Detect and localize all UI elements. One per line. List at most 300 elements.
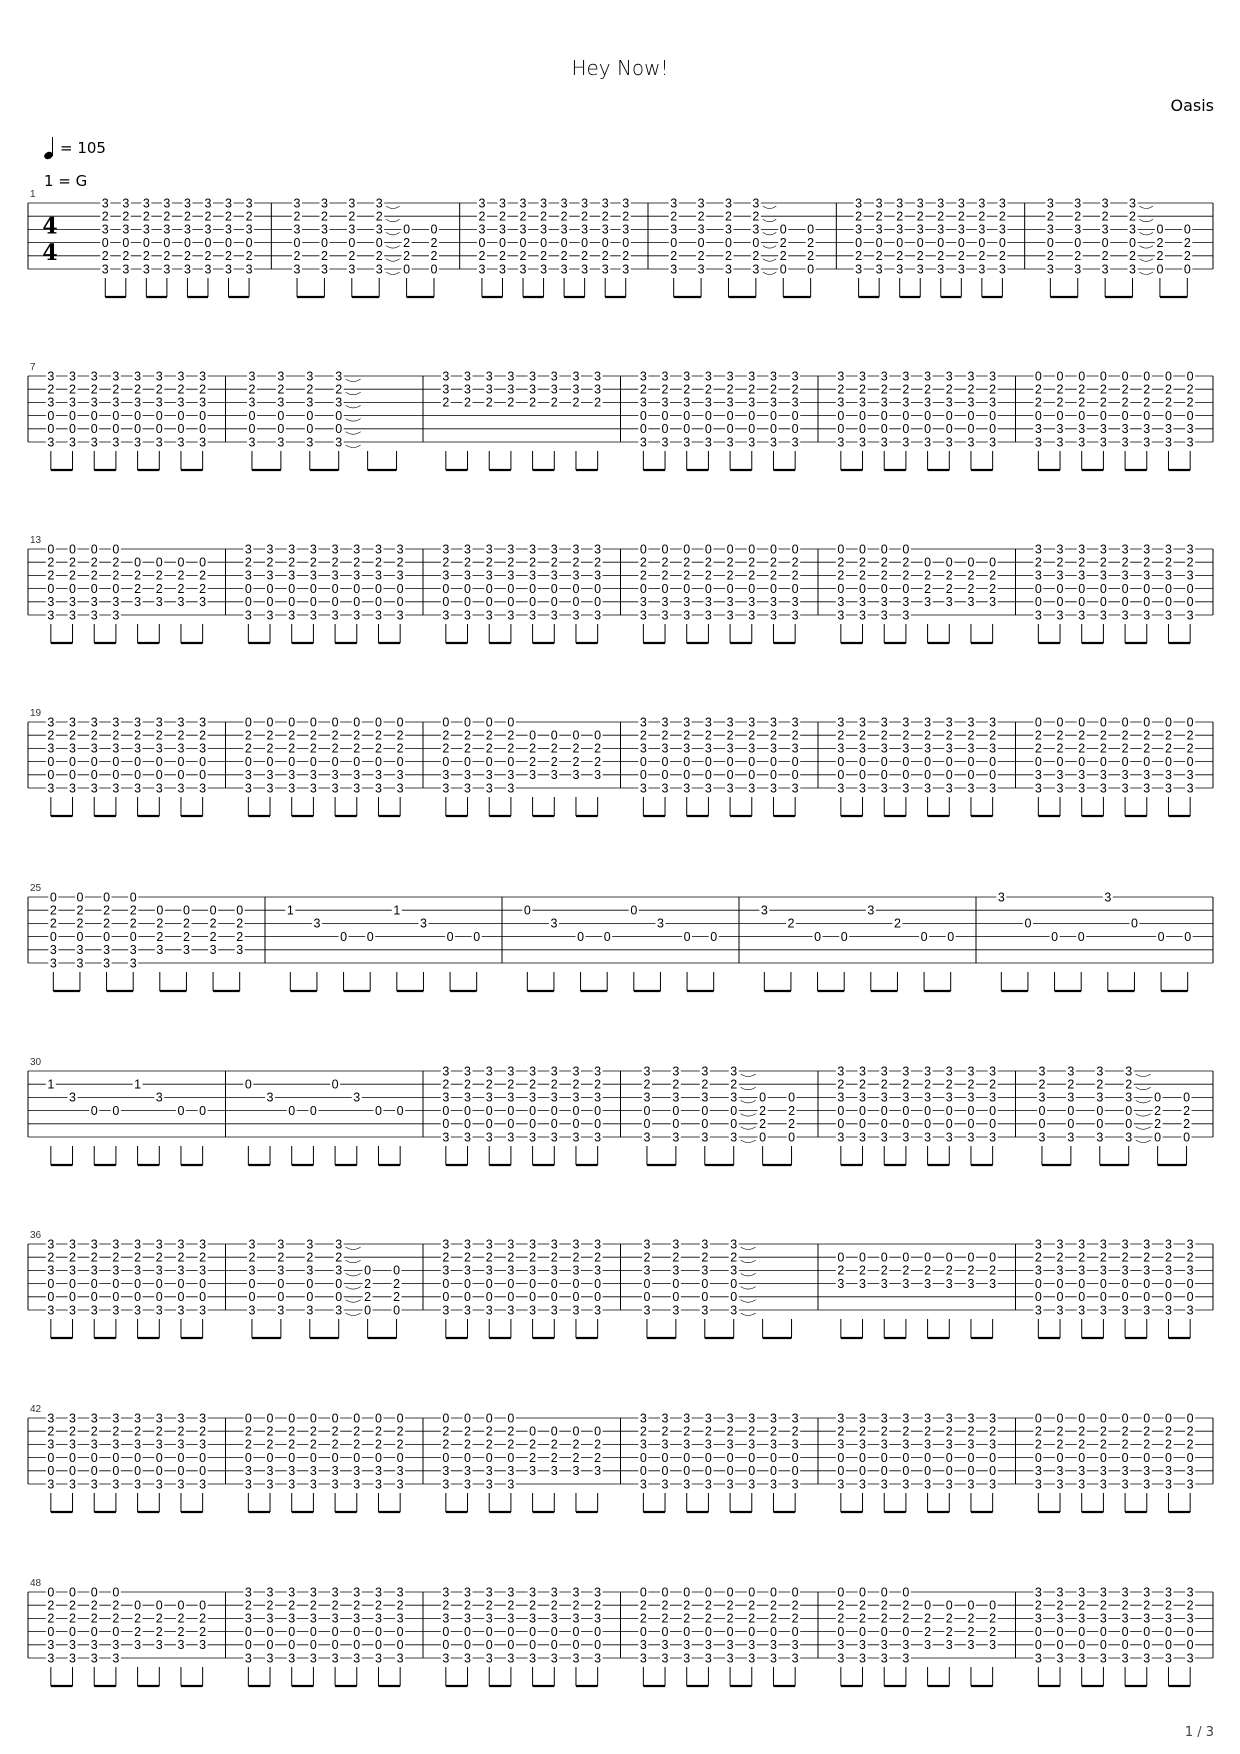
fret-number: 2 (1067, 1077, 1075, 1092)
fret-number: 3 (485, 1651, 493, 1666)
fret-number: 3 (353, 542, 361, 557)
fret-number: 2 (76, 916, 84, 931)
fret-number: 2 (507, 1077, 515, 1092)
fret-number: 3 (989, 595, 997, 610)
fret-number: 0 (47, 1450, 55, 1465)
fret-number: 0 (726, 422, 734, 437)
fret-number: 2 (748, 568, 756, 583)
fret-number: 3 (643, 1237, 651, 1252)
fret-number: 0 (572, 595, 580, 610)
fret-number: 0 (704, 1450, 712, 1465)
fret-number: 3 (199, 369, 207, 384)
fret-number: 2 (134, 1624, 142, 1639)
fret-number: 3 (464, 542, 472, 557)
fret-number: 3 (69, 715, 77, 730)
fret-number: 0 (393, 1263, 401, 1278)
measure-number: 13 (30, 535, 42, 546)
fret-number: 3 (1143, 1477, 1151, 1492)
fret-number: 2 (639, 1424, 647, 1439)
fret-number: 2 (442, 741, 450, 756)
fret-number: 3 (236, 943, 244, 958)
fret-number: 3 (902, 608, 910, 623)
fret-number: 0 (726, 754, 734, 769)
fret-number: 3 (859, 1651, 867, 1666)
fret-number: 3 (90, 369, 98, 384)
fret-number: 3 (726, 608, 734, 623)
fret-number: 0 (769, 1450, 777, 1465)
fret-number: 3 (1056, 435, 1064, 450)
fret-number: 2 (529, 1450, 537, 1465)
fret-number: 2 (670, 209, 678, 224)
fret-number: 3 (155, 1263, 163, 1278)
fret-number: 2 (788, 1117, 796, 1132)
fret-number: 0 (902, 1117, 910, 1132)
fret-number: 3 (485, 1130, 493, 1145)
fret-number: 2 (967, 568, 975, 583)
measure (1033, 1237, 1213, 1338)
fret-number: 0 (840, 929, 848, 944)
fret-number: 3 (639, 435, 647, 450)
fret-number: 2 (1078, 395, 1086, 410)
fret-number: 3 (112, 1638, 120, 1653)
fret-number: 0 (639, 1585, 647, 1600)
fret-number: 0 (112, 422, 120, 437)
fret-number: 3 (902, 741, 910, 756)
fret-number: 2 (978, 249, 986, 264)
measure (441, 1411, 621, 1512)
fret-number: 2 (837, 728, 845, 743)
fret-number: 3 (1186, 1237, 1194, 1252)
fret-number: 3 (902, 1130, 910, 1145)
fret-number: 0 (1024, 916, 1032, 931)
fret-number: 0 (779, 262, 787, 277)
fret-number: 3 (550, 1237, 558, 1252)
fret-number: 0 (485, 715, 493, 730)
fret-number: 0 (1056, 408, 1064, 423)
fret-number: 3 (791, 435, 799, 450)
fret-number: 3 (90, 741, 98, 756)
measure (100, 196, 271, 297)
fret-number: 3 (375, 196, 383, 211)
fret-number: 3 (442, 1585, 450, 1600)
fret-number: 0 (529, 728, 537, 743)
fret-number: 0 (880, 768, 888, 783)
fret-number: 0 (769, 408, 777, 423)
fret-number: 2 (859, 568, 867, 583)
fret-number: 2 (47, 555, 55, 570)
fret-number: 0 (277, 1276, 285, 1291)
fret-number: 0 (1125, 1103, 1133, 1118)
fret-number: 0 (855, 235, 863, 250)
fret-number: 0 (442, 1276, 450, 1291)
fret-number: 0 (396, 1624, 404, 1639)
fret-number: 2 (1099, 1424, 1107, 1439)
fret-number: 2 (704, 1611, 712, 1626)
fret-number: 3 (550, 608, 558, 623)
fret-number: 2 (442, 1077, 450, 1092)
fret-number: 3 (464, 608, 472, 623)
fret-number: 0 (701, 1276, 709, 1291)
fret-number: 3 (594, 1090, 602, 1105)
tie-arc (741, 1247, 756, 1250)
fret-number: 3 (1186, 542, 1194, 557)
fret-number: 3 (1164, 1263, 1172, 1278)
fret-number: 2 (1034, 395, 1042, 410)
fret-number: 2 (47, 568, 55, 583)
fret-number: 0 (1034, 1290, 1042, 1305)
fret-number: 2 (1046, 209, 1054, 224)
fret-number: 2 (396, 741, 404, 756)
fret-number: 0 (507, 754, 515, 769)
fret-number: 0 (880, 408, 888, 423)
fret-number: 0 (837, 1103, 845, 1118)
fret-number: 0 (989, 1598, 997, 1613)
fret-number: 3 (1186, 1611, 1194, 1626)
fret-number: 0 (163, 235, 171, 250)
fret-number: 3 (499, 196, 506, 211)
fret-number: 3 (1099, 1464, 1107, 1479)
fret-number: 2 (1121, 382, 1129, 397)
fret-number: 3 (112, 741, 120, 756)
fret-number: 2 (134, 1250, 142, 1265)
fret-number: 3 (1078, 781, 1086, 796)
fret-number: 2 (697, 209, 705, 224)
fret-number: 3 (701, 1263, 709, 1278)
fret-number: 0 (293, 235, 301, 250)
fret-number: 2 (507, 1250, 515, 1265)
fret-number: 2 (967, 1624, 975, 1639)
fret-number: 0 (726, 581, 734, 596)
fret-number: 2 (855, 209, 863, 224)
fret-number: 2 (464, 1598, 472, 1613)
fret-number: 3 (1078, 768, 1086, 783)
fret-number: 3 (293, 222, 301, 237)
tie-arc (346, 1300, 361, 1303)
fret-number: 2 (112, 555, 120, 570)
fret-number: 3 (880, 1651, 888, 1666)
measure (1033, 1411, 1213, 1512)
fret-number: 3 (183, 222, 191, 237)
fret-number: 0 (639, 768, 647, 783)
fret-number: 3 (1034, 1585, 1042, 1600)
fret-number: 2 (683, 555, 691, 570)
fret-number: 2 (661, 568, 669, 583)
fret-number: 2 (155, 581, 163, 596)
fret-number: 0 (683, 754, 691, 769)
fret-number: 0 (485, 1638, 493, 1653)
fret-number: 3 (560, 262, 568, 277)
fret-number: 0 (1034, 1450, 1042, 1465)
fret-number: 0 (902, 1464, 910, 1479)
fret-number: 3 (47, 715, 55, 730)
fret-number: 0 (859, 1585, 867, 1600)
fret-number: 3 (1056, 568, 1064, 583)
fret-number: 2 (112, 382, 120, 397)
fret-number: 3 (902, 1090, 910, 1105)
fret-number: 3 (572, 1303, 580, 1318)
fret-number: 3 (594, 1263, 602, 1278)
fret-number: 3 (661, 595, 669, 610)
fret-number: 0 (485, 581, 493, 596)
fret-number: 2 (594, 395, 602, 410)
fret-number: 3 (924, 1276, 932, 1291)
fret-number: 3 (752, 222, 760, 237)
tie-arc (346, 1313, 361, 1316)
fret-number: 2 (199, 728, 207, 743)
fret-number: 3 (1099, 608, 1107, 623)
fret-number: 3 (199, 1263, 207, 1278)
fret-number: 3 (945, 781, 953, 796)
fret-number: 3 (464, 369, 472, 384)
fret-number: 2 (396, 728, 404, 743)
fret-number: 2 (550, 1250, 558, 1265)
fret-number: 2 (924, 1263, 932, 1278)
fret-number: 2 (464, 1250, 472, 1265)
fret-number: 0 (464, 1117, 472, 1132)
fret-number: 3 (374, 1464, 382, 1479)
fret-number: 0 (683, 768, 691, 783)
fret-number: 3 (998, 262, 1006, 277)
fret-number: 2 (859, 555, 867, 570)
fret-number: 3 (572, 1090, 580, 1105)
fret-number: 2 (309, 1437, 317, 1452)
measure (247, 1237, 423, 1338)
fret-number: 0 (199, 1598, 207, 1613)
fret-number: 3 (134, 781, 142, 796)
fret-number: 3 (1034, 1263, 1042, 1278)
fret-number: 3 (945, 1411, 953, 1426)
fret-number: 3 (594, 1585, 602, 1600)
fret-number: 3 (945, 369, 953, 384)
fret-number: 3 (726, 435, 734, 450)
fret-number: 3 (244, 768, 252, 783)
fret-number: 0 (704, 542, 712, 557)
fret-number: 3 (464, 1130, 472, 1145)
fret-number: 0 (1186, 754, 1194, 769)
fret-number: 3 (726, 1638, 734, 1653)
fret-number: 2 (1056, 395, 1064, 410)
fret-number: 3 (288, 568, 296, 583)
fret-number: 2 (1164, 1250, 1172, 1265)
fret-number: 3 (643, 1263, 651, 1278)
fret-number: 0 (47, 754, 55, 769)
fret-number: 2 (478, 249, 486, 264)
fret-number: 0 (155, 1598, 163, 1613)
fret-number: 3 (989, 1437, 997, 1452)
fret-number: 3 (1125, 1090, 1133, 1105)
fret-number: 2 (1129, 249, 1137, 264)
fret-number: 3 (791, 595, 799, 610)
tie-arc (1136, 1114, 1151, 1117)
fret-number: 0 (726, 768, 734, 783)
fret-number: 3 (112, 1303, 120, 1318)
fret-number: 3 (529, 1611, 537, 1626)
fret-number: 3 (701, 1303, 709, 1318)
fret-number: 3 (670, 222, 678, 237)
fret-number: 2 (1164, 1424, 1172, 1439)
fret-number: 2 (90, 1611, 98, 1626)
time-signature-top: 4 (42, 213, 58, 240)
fret-number: 0 (288, 581, 296, 596)
fret-number: 3 (748, 1411, 756, 1426)
fret-number: 0 (945, 754, 953, 769)
fret-number: 3 (348, 262, 356, 277)
fret-number: 3 (639, 369, 647, 384)
fret-number: 3 (478, 196, 486, 211)
fret-number: 0 (47, 1585, 55, 1600)
fret-number: 3 (978, 196, 986, 211)
fret-number: 0 (791, 754, 799, 769)
fret-number: 0 (177, 408, 185, 423)
fret-number: 0 (331, 754, 339, 769)
fret-number: 3 (967, 1090, 975, 1105)
fret-number: 0 (1143, 1638, 1151, 1653)
fret-number: 2 (1096, 1077, 1104, 1092)
fret-number: 0 (129, 890, 137, 905)
fret-number: 2 (893, 916, 901, 931)
fret-number: 3 (155, 715, 163, 730)
fret-number: 3 (507, 542, 515, 557)
fret-number: 3 (442, 1464, 450, 1479)
fret-number: 0 (112, 768, 120, 783)
fret-number: 0 (90, 1464, 98, 1479)
fret-number: 2 (837, 1077, 845, 1092)
fret-number: 3 (937, 262, 945, 277)
fret-number: 3 (1099, 1611, 1107, 1626)
fret-number: 3 (142, 196, 150, 211)
fret-number: 2 (924, 581, 932, 596)
fret-number: 2 (875, 249, 883, 264)
fret-number: 2 (442, 728, 450, 743)
fret-number: 3 (442, 369, 450, 384)
fret-number: 2 (236, 916, 244, 931)
fret-number: 3 (730, 1064, 738, 1079)
fret-number: 2 (1056, 728, 1064, 743)
fret-number: 0 (507, 595, 515, 610)
fret-number: 0 (759, 1130, 767, 1145)
fret-number: 0 (880, 1250, 888, 1265)
fret-number: 2 (122, 209, 130, 224)
fret-number: 0 (353, 1638, 361, 1653)
fret-number: 0 (177, 422, 185, 437)
fret-number: 0 (1121, 369, 1129, 384)
fret-number: 2 (945, 1263, 953, 1278)
fret-number: 2 (353, 741, 361, 756)
fret-number: 3 (1099, 568, 1107, 583)
measure (836, 369, 1016, 470)
tab-system (28, 883, 1213, 991)
fret-number: 0 (791, 1585, 799, 1600)
fret-number: 2 (701, 1077, 709, 1092)
fret-number: 0 (90, 581, 98, 596)
fret-number: 3 (957, 222, 965, 237)
fret-number: 3 (967, 1130, 975, 1145)
fret-number: 3 (550, 1651, 558, 1666)
fret-number: 2 (507, 555, 515, 570)
fret-number: 2 (1186, 728, 1194, 743)
fret-number: 3 (529, 382, 537, 397)
fret-number: 3 (529, 1464, 537, 1479)
fret-number: 0 (244, 715, 252, 730)
fret-number: 2 (759, 1103, 767, 1118)
fret-number: 0 (791, 422, 799, 437)
fret-number: 0 (920, 929, 928, 944)
fret-number: 3 (134, 595, 142, 610)
fret-number: 2 (1099, 741, 1107, 756)
fret-number: 3 (998, 222, 1006, 237)
fret-number: 2 (199, 1250, 207, 1265)
fret-number: 3 (485, 382, 493, 397)
fret-number: 2 (896, 209, 904, 224)
fret-number: 3 (726, 715, 734, 730)
fret-number: 0 (814, 929, 822, 944)
fret-number: 2 (601, 249, 609, 264)
fret-number: 2 (293, 249, 301, 264)
fret-number: 3 (266, 768, 274, 783)
fret-number: 0 (1067, 1117, 1075, 1132)
fret-number: 0 (396, 1638, 404, 1653)
fret-number: 0 (748, 768, 756, 783)
fret-number: 3 (1096, 1090, 1104, 1105)
fret-number: 2 (1143, 728, 1151, 743)
fret-number: 3 (902, 369, 910, 384)
fret-number: 3 (245, 222, 253, 237)
fret-number: 3 (1099, 781, 1107, 796)
fret-number: 3 (1056, 1303, 1064, 1318)
fret-number: 0 (902, 754, 910, 769)
fret-number: 3 (572, 1611, 580, 1626)
fret-number: 3 (353, 1090, 361, 1105)
fret-number: 3 (683, 435, 691, 450)
fret-number: 3 (348, 196, 356, 211)
fret-number: 0 (748, 422, 756, 437)
tie-arc (741, 1087, 756, 1090)
fret-number: 3 (683, 1638, 691, 1653)
fret-number: 3 (1164, 435, 1172, 450)
fret-number: 2 (163, 209, 171, 224)
fret-number: 3 (134, 1638, 142, 1653)
fret-number: 3 (112, 1411, 120, 1426)
fret-number: 3 (880, 1437, 888, 1452)
fret-number: 0 (1099, 1411, 1107, 1426)
fret-number: 2 (288, 728, 296, 743)
fret-number: 0 (122, 235, 130, 250)
fret-number: 3 (967, 595, 975, 610)
fret-number: 2 (364, 1290, 372, 1305)
fret-number: 2 (1034, 741, 1042, 756)
fret-number: 0 (704, 1464, 712, 1479)
fret-number: 3 (69, 1477, 77, 1492)
fret-number: 0 (446, 929, 454, 944)
fret-number: 2 (485, 1598, 493, 1613)
fret-number: 0 (1096, 1103, 1104, 1118)
fret-number: 3 (177, 1477, 185, 1492)
fret-number: 0 (1186, 1290, 1194, 1305)
fret-number: 2 (880, 1611, 888, 1626)
fret-number: 2 (309, 741, 317, 756)
fret-number: 2 (288, 741, 296, 756)
fret-number: 3 (859, 1437, 867, 1452)
fret-number: 2 (697, 249, 705, 264)
fret-number: 0 (69, 408, 77, 423)
fret-number: 2 (945, 382, 953, 397)
fret-number: 3 (177, 715, 185, 730)
fret-number: 3 (277, 1237, 285, 1252)
fret-number: 2 (348, 249, 356, 264)
fret-number: 3 (90, 1303, 98, 1318)
fret-number: 0 (859, 768, 867, 783)
fret-number: 3 (752, 196, 760, 211)
